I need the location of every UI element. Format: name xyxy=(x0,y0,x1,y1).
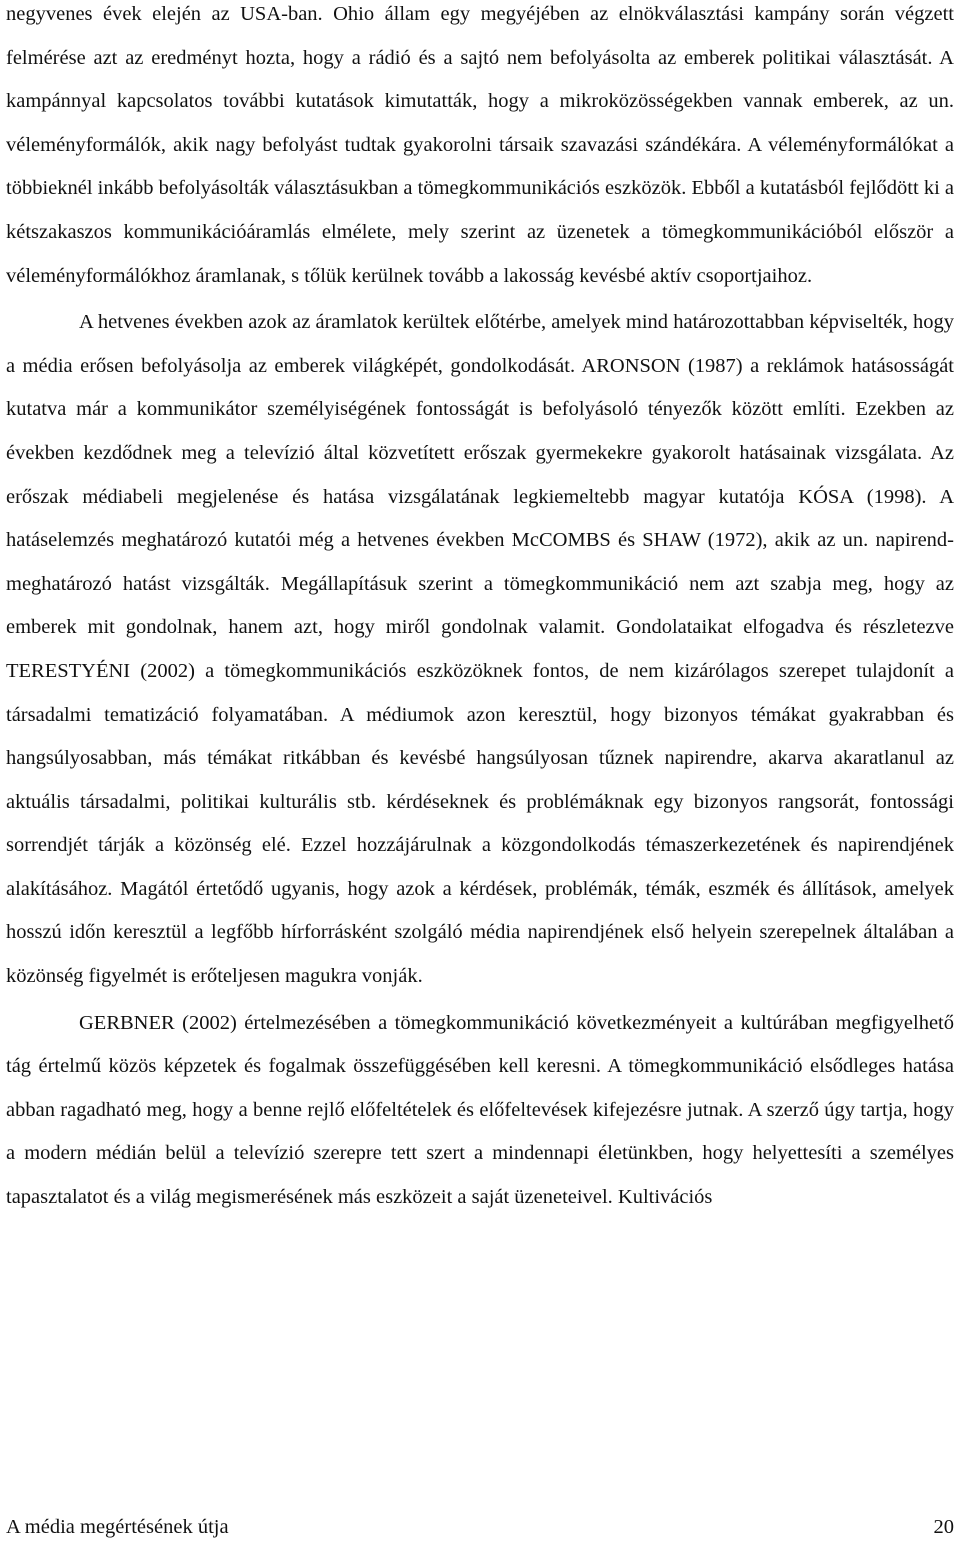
paragraph-1: negyvenes évek elején az USA-ban. Ohio állam egy megyéjében az elnökválasztási kampány során végzett felmérése azt az eredményt hozta, hogy a rádió és a sajtó nem befolyásolta az emberek politikai választását. A kampánnyal kapcsolatos további kutatások kimutatták, hogy a mikroközösségekben vannak emberek, az un. véleményformálók, akik nagy befolyást tudtak gyakorolni társaik szavazási szándékára. A véleményformálókat a többieknél inkább befolyásolták választásukban a tömegkommunikációs eszközök. Ebből a kutatásból fejlődött ki a kétszakaszos kommunikációáramlás elmélete, mely szerint az üzenetek a tömegkommunikációból először a véleményformálókhoz áramlanak, s tőlük kerülnek tovább a lakosság kevésbé aktív csoportjaihoz. xyxy=(6,3,954,287)
page-footer xyxy=(6,1512,954,1542)
paragraph-2: A hetvenes években azok az áramlatok kerültek előtérbe, amelyek mind határozottabban képviselték, hogy a média erősen befolyásolja az emberek világképét, gondolkodását. ARONSON (1987) a reklámok hatásosságát kutatva már a kommunikátor személyiségének fontosságát is befolyásoló tényezők között említi. Ezekben az években kezdődnek meg a televízió által közvetített erőszak gyermekekre gyakorolt hatásainak vizsgálata. Az erőszak médiabeli megjelenése és hatása vizsgálatának legkiemeltebb magyar kutatója KÓSA (1998). A hatáselemzés meghatározó kutatói még a hetvenes években McCOMBS és SHAW (1972), akik az un. napirend-meghatározó hatást vizsgálták. Megállapításuk szerint a tömegkommunikáció nem azt szabja meg, hogy az emberek mit gondolnak, hanem azt, hogy miről gondolnak valamit. Gondolataikat elfogadva és részletezve TERESTYÉNI (2002) a tömegkommunikációs eszközöknek fontos, de nem kizárólagos szerepet tulajdonít a társadalmi tematizáció folyamatában. A médiumok azon keresztül, hogy bizonyos témákat gyakrabban és hangsúlyosabban, más témákat ritkábban és kevésbé hangsúlyosan tűznek napirendre, akarva akaratlanul az aktuális társadalmi, politikai kulturális stb. kérdéseknek és problémáknak egy bizonyos rangsorát, fontossági sorrendjét tárják a közönség elé. Ezzel hozzájárulnak a közgondolkodás témaszerkezetének és napirendjének alakításához. Magától értetődő ugyanis, hogy azok a kérdések, problémák, témák, eszmék és állítások, amelyek hosszú időn keresztül a legfőbb hírforrásként szolgáló média napirendjének első helyein szerepelnek általában a közönség figyelmét is erőteljesen magukra vonják. xyxy=(6,311,954,988)
document-body xyxy=(6,0,954,1220)
page-number: 20 xyxy=(933,1515,954,1538)
footer-title: A média megértésének útja xyxy=(6,1515,229,1538)
paragraph-3: GERBNER (2002) értelmezésében a tömegkommunikáció következményeit a kultúrában megfigyelhető tág értelmű közös képzetek és fogalmak összefüggésében kell keresni. A tömegkommunikáció elsődleges hatása abban ragadható meg, hogy a benne rejlő előfeltételek és előfeltevések kifejezésre jutnak. A szerző úgy tartja, hogy a modern médián belül a televízió szerepre tett szert a mindennapi életünkben, hogy helyettesíti a személyes tapasztalatot és a világ megismerésének más eszközeit a saját üzeneteivel. Kultivációs xyxy=(6,1011,954,1209)
